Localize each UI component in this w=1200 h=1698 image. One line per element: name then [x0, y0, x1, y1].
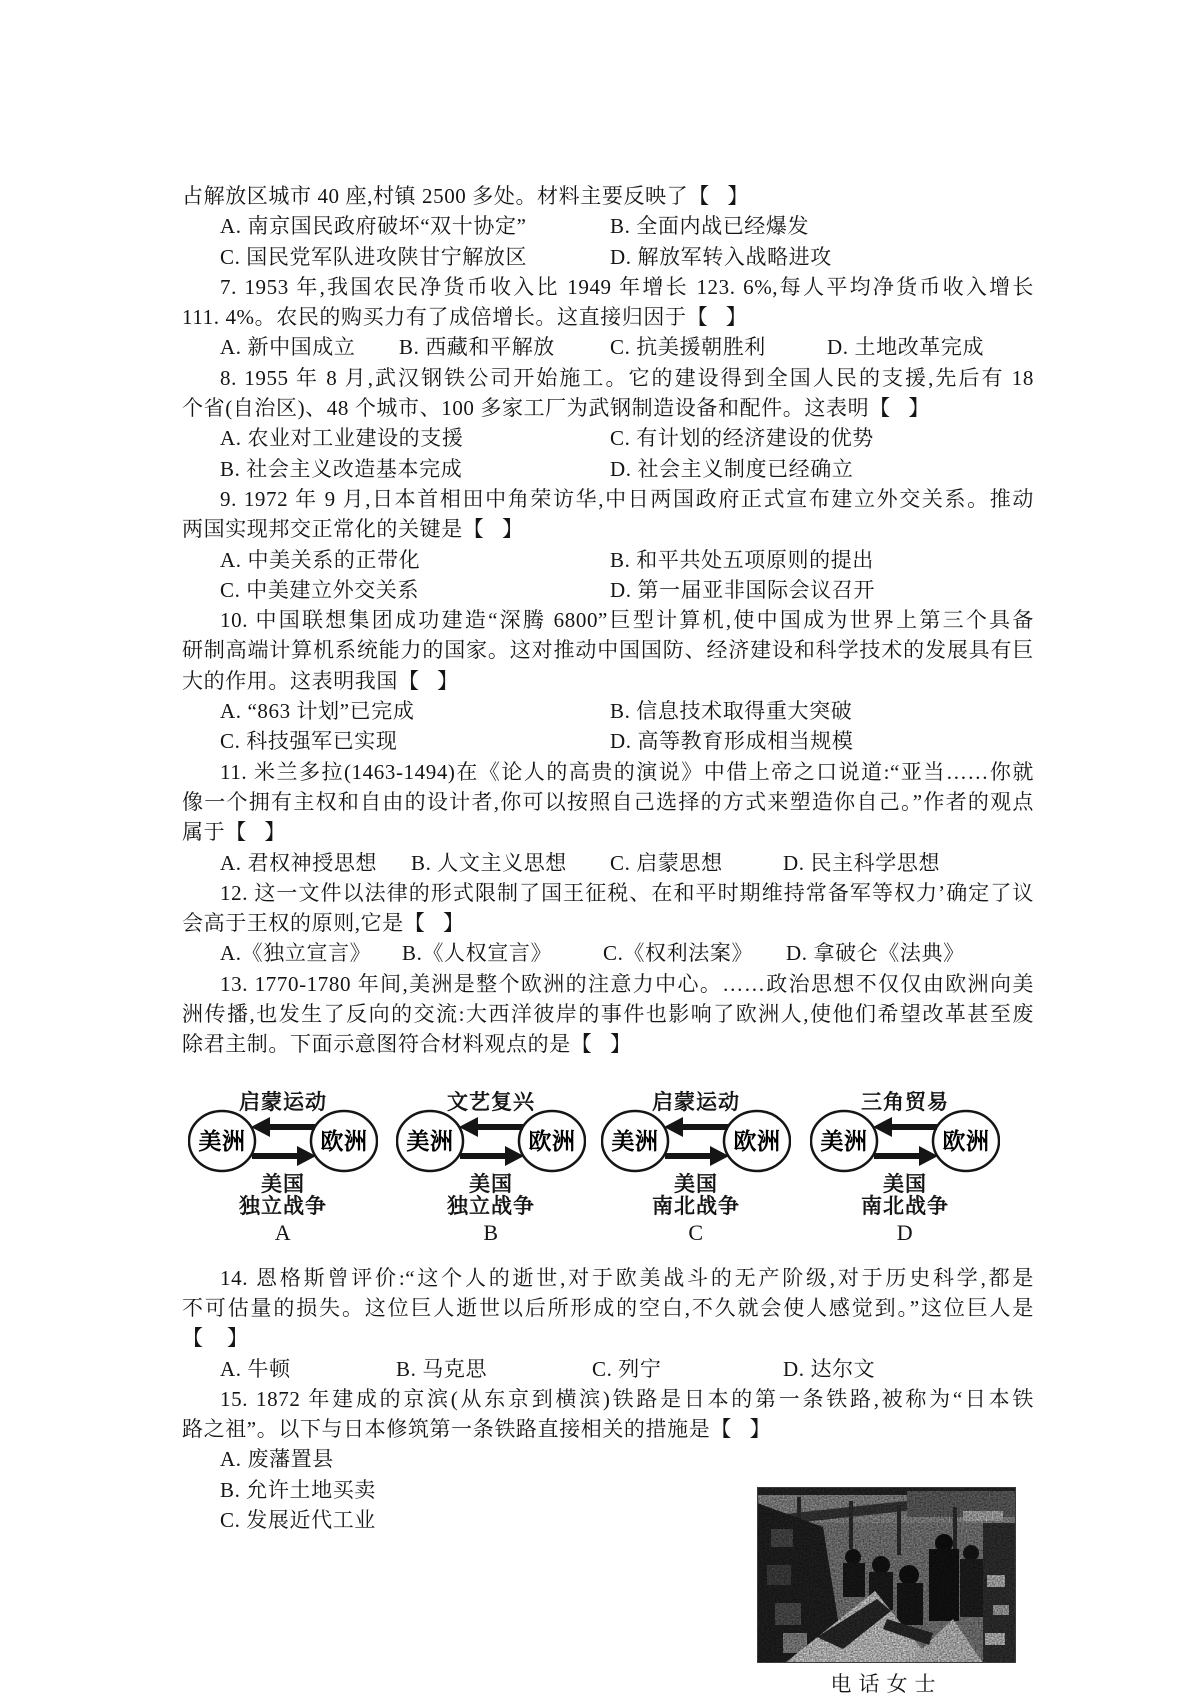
diagram-a-bottom-label-line2: 独立战争 [239, 1193, 327, 1218]
q12-option-c: C.《权利法案》 [603, 941, 754, 966]
diagram-c-graphic [601, 1108, 791, 1176]
europe-node-label: 欧洲 [733, 1128, 781, 1154]
q7-option-c: C. 抗美援朝胜利 [610, 335, 766, 360]
q7-option-b: B. 西藏和平解放 [399, 335, 555, 360]
photo-telephone-operators [757, 1487, 1016, 1663]
q7-stem-line2: 111. 4%。农民的购买力有了成倍增长。这直接归因于【 】 [182, 305, 748, 330]
q11-option-a: A. 君权神授思想 [220, 850, 378, 875]
q8-option-c: C. 有计划的经济建设的优势 [610, 426, 874, 451]
diagram-a-top-label: 启蒙运动 [239, 1089, 327, 1114]
photo-caption: 电话女士 [830, 1672, 943, 1696]
q11-option-d: D. 民主科学思想 [783, 850, 941, 875]
q13-diagram-row [182, 1060, 1034, 1263]
arrow-left-icon [251, 1117, 315, 1137]
europe-node-label: 欧洲 [942, 1128, 990, 1154]
q8-options-row2 [182, 454, 1034, 484]
q9-options-row1 [182, 545, 1034, 575]
q12-option-b: B.《人权宣言》 [402, 941, 553, 966]
q14-stem-line1: 14. 恩格斯曾评价:“这个人的逝世,对于欧美战斗的无产阶级,对于历史科学,都是 [220, 1265, 1034, 1290]
q10-option-b: B. 信息技术取得重大突破 [610, 699, 853, 724]
q14-options-row [182, 1354, 1034, 1384]
diagram-d-bottom-label-line1: 美国 [883, 1171, 927, 1196]
q13-stem-line1: 13. 1770-1780 年间,美洲是整个欧洲的注意力中心。……政治思想不仅仅由欧洲向美 [220, 971, 1034, 996]
diagram-b-bottom-label-line1: 美国 [469, 1171, 513, 1196]
q10-options-row2 [182, 726, 1034, 756]
diagram-d-top-label: 三角贸易 [861, 1089, 949, 1114]
q8-options-row1 [182, 423, 1034, 453]
q6-option-b: B. 全面内战已经爆发 [610, 214, 810, 239]
q9-option-b: B. 和平共处五项原则的提出 [610, 547, 874, 572]
q8-option-a: A. 农业对工业建设的支援 [220, 426, 464, 451]
america-node-label: 美洲 [820, 1128, 868, 1154]
q10-option-c: C. 科技强军已实现 [220, 729, 398, 754]
america-node-label: 美洲 [406, 1128, 454, 1154]
diagram-b-bottom-label-line2: 独立战争 [447, 1193, 535, 1218]
diagram-option-b [396, 1060, 586, 1263]
q14-option-d: D. 达尔文 [783, 1356, 876, 1381]
diagram-c-top-label: 启蒙运动 [652, 1089, 740, 1114]
q6-stem-line: 占解放区城市 40 座,村镇 2500 多处。材料主要反映了【 】 [182, 184, 749, 208]
america-node-label: 美洲 [198, 1128, 246, 1154]
diagram-option-a [188, 1060, 378, 1263]
q6-option-a: A. 南京国民政府破坏“双十协定” [220, 214, 527, 239]
diagram-b-top-label: 文艺复兴 [447, 1089, 535, 1114]
q9-options-row2 [182, 575, 1034, 605]
diagram-a-letter: A [274, 1219, 292, 1245]
q11-stem-line3: 属于【 】 [182, 820, 286, 845]
arrow-left-icon [873, 1117, 937, 1137]
q15-option-c: C. 发展近代工业 [220, 1507, 376, 1532]
arrow-left-icon [459, 1117, 523, 1137]
diagram-d-letter: D [896, 1219, 914, 1245]
q10-stem-line1: 10. 中国联想集团成功建造“深腾 6800”巨型计算机,使中国成为世界上第三个具备 [220, 608, 1034, 633]
q12-stem-line2: 会高于王权的原则,它是【 】 [182, 911, 465, 936]
diagram-c-bottom-label-line2: 南北战争 [652, 1193, 740, 1218]
diagram-b-letter: B [483, 1219, 499, 1245]
diagram-b-graphic [396, 1108, 586, 1176]
diagram-option-c [601, 1060, 791, 1263]
q7-options-row [182, 332, 1034, 362]
diagram-c-bottom-label-line1: 美国 [674, 1171, 718, 1196]
q7-option-a: A. 新中国成立 [220, 335, 356, 360]
q12-options-row [182, 938, 1034, 968]
q11-option-c: C. 启蒙思想 [610, 850, 723, 875]
q13-stem-line3: 除君主制。下面示意图符合材料观点的是【 】 [182, 1032, 632, 1057]
q11-stem-line1: 11. 米兰多拉(1463-1494)在《论人的高贵的演说》中借上帝之口说道:“亚当……你就 [220, 759, 1034, 784]
q8-option-b: B. 社会主义改造基本完成 [220, 456, 463, 481]
q6-options-row1 [182, 211, 1034, 241]
q14-stem-line2: 不可估量的损失。这位巨人逝世以后所形成的空白,不久就会使人感觉到。”这位巨人是 [182, 1295, 1034, 1320]
q9-stem-line2: 两国实现邦交正常化的关键是【 】 [182, 517, 524, 542]
arrow-left-icon [664, 1117, 728, 1137]
arrow-right-icon [874, 1146, 938, 1166]
q7-stem-line1: 7. 1953 年,我国农民净货币收入比 1949 年增长 123. 6%,每人平均净货币收入增长 [220, 274, 1034, 299]
q6-option-d: D. 解放军转入战略进攻 [610, 244, 832, 269]
q14-option-a: A. 牛顿 [220, 1356, 291, 1381]
diagram-d-graphic [810, 1108, 1000, 1176]
diagram-option-d [810, 1060, 1000, 1263]
q9-option-c: C. 中美建立外交关系 [220, 577, 420, 602]
q12-stem-line1: 12. 这一文件以法律的形式限制了国王征税、在和平时期维持常备军等权力’确定了议 [220, 880, 1034, 905]
q15-option-b: B. 允许土地买卖 [220, 1477, 376, 1502]
america-node-label: 美洲 [611, 1128, 659, 1154]
q10-option-d: D. 高等教育形成相当规模 [610, 729, 854, 754]
q14-option-c: C. 列宁 [592, 1356, 662, 1381]
q10-options-row1 [182, 696, 1034, 726]
diagram-a-graphic [188, 1108, 378, 1176]
q14-option-b: B. 马克思 [396, 1356, 488, 1381]
europe-node-label: 欧洲 [320, 1128, 368, 1154]
q8-option-d: D. 社会主义制度已经确立 [610, 456, 854, 481]
q11-stem-line2: 像一个拥有主权和自由的设计者,你可以按照自己选择的方式来塑造你自己。”作者的观点 [182, 789, 1034, 814]
q6-options-row2 [182, 242, 1034, 272]
q15-option-a: A. 废藩置县 [220, 1447, 334, 1472]
q7-option-d: D. 土地改革完成 [827, 335, 985, 360]
q12-option-a: A.《独立宣言》 [220, 941, 372, 966]
arrow-right-icon [460, 1146, 524, 1166]
q10-stem-line2: 研制高端计算机系统能力的国家。这对推动中国国防、经济建设和科学技术的发展具有巨 [182, 638, 1034, 663]
q9-option-a: A. 中美关系的正带化 [220, 547, 421, 572]
q8-stem-line2: 个省(自治区)、48 个城市、100 多家工厂为武钢制造设备和配件。这表明【 】 [182, 396, 930, 421]
q12-option-d: D. 拿破仑《法典》 [786, 941, 965, 966]
q15-stem-line1: 15. 1872 年建成的京滨(从东京到横滨)铁路是日本的第一条铁路,被称为“日本铁 [220, 1386, 1034, 1411]
exam-text-column [182, 181, 1034, 1535]
q10-stem-line3: 大的作用。这表明我国【 】 [182, 668, 459, 693]
q15-stem-line2: 路之祖”。以下与日本修筑第一条铁路直接相关的措施是【 】 [182, 1417, 772, 1442]
diagram-a-bottom-label-line1: 美国 [261, 1171, 305, 1196]
q14-stem-line3: 【 】 [182, 1326, 249, 1351]
q13-stem-line2: 洲传播,也发生了反向的交流:大西洋彼岸的事件也影响了欧洲人,使他们希望改革甚至废 [182, 1002, 1034, 1027]
europe-node-label: 欧洲 [528, 1128, 576, 1154]
q9-option-d: D. 第一届亚非国际会议召开 [610, 577, 876, 602]
q8-stem-line1: 8. 1955 年 8 月,武汉钢铁公司开始施工。它的建设得到全国人民的支援,先后有 18 [220, 365, 1034, 390]
arrow-right-icon [252, 1146, 316, 1166]
q9-stem-line1: 9. 1972 年 9 月,日本首相田中角荣访华,中日两国政府正式宣布建立外交关系。推动 [220, 486, 1034, 511]
diagram-c-letter: C [688, 1219, 704, 1245]
q11-options-row [182, 848, 1034, 878]
q11-option-b: B. 人文主义思想 [411, 850, 567, 875]
arrow-right-icon [665, 1146, 729, 1166]
q10-option-a: A. “863 计划”已完成 [220, 699, 415, 724]
diagram-d-bottom-label-line2: 南北战争 [861, 1193, 949, 1218]
q6-option-c: C. 国民党军队进攻陕甘宁解放区 [220, 244, 528, 269]
